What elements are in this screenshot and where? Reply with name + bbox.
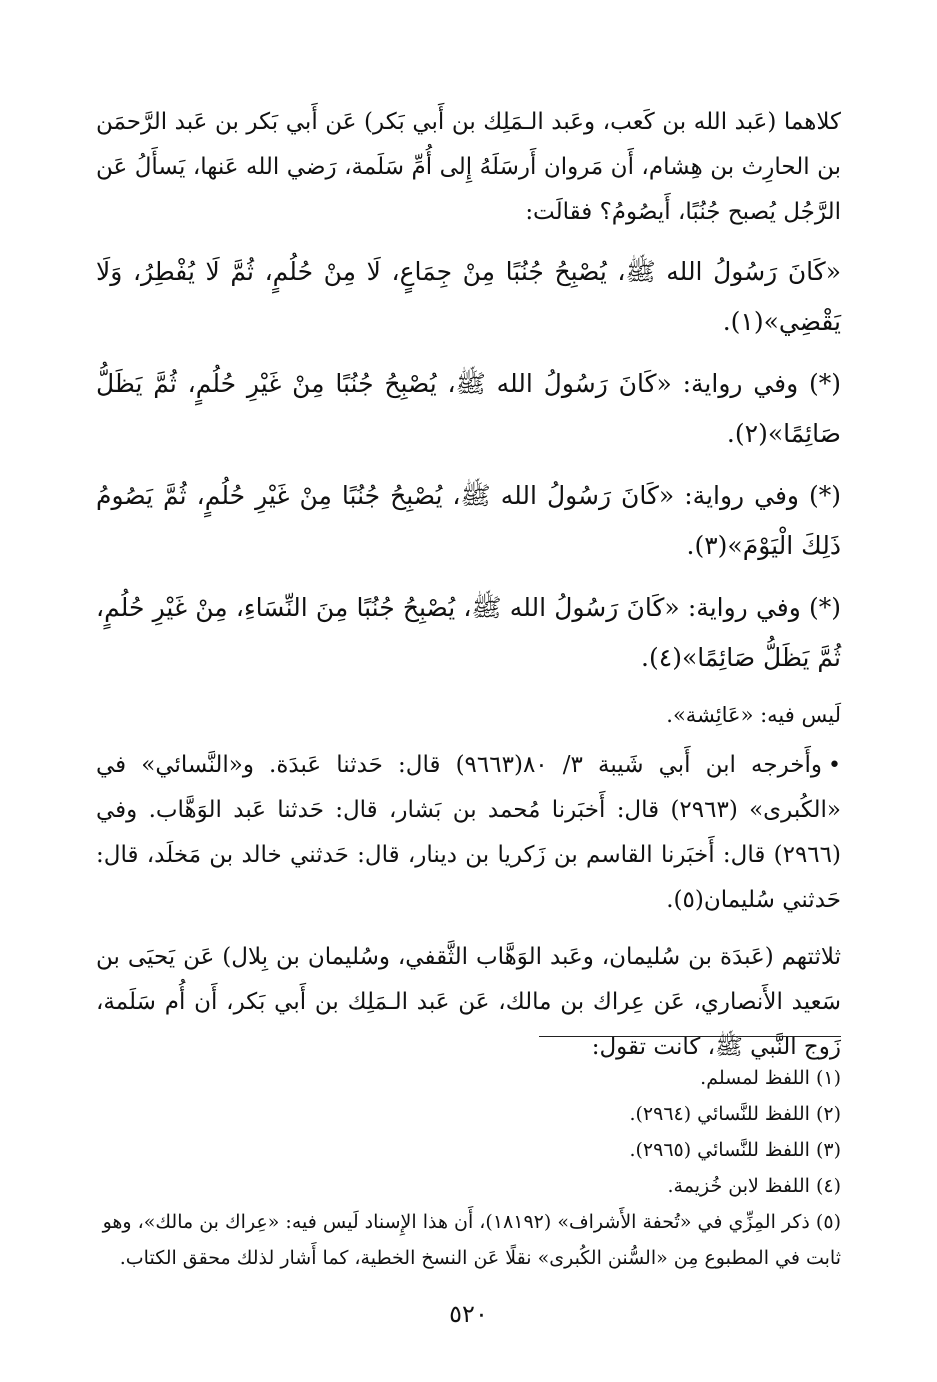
footnote-1: (١) اللفظ لمسلم. xyxy=(700,1067,841,1089)
footnote-3: (٣) اللفظ للنَّسائي (٢٩٦٥). xyxy=(629,1139,841,1161)
paragraph-takhrij xyxy=(96,743,841,923)
paragraph-isnad-2: ثلاثتهم (عَبدَة بن سُليمان، وعَبد الوَهَّاب الثَّقفي، وسُليمان بن بِلال) عَن يَحيَى بن سَعيد الأَنصاري، عَن عِراك بن مالك، عَن عَبد الـمَلِك بن أَبي بَكر، أَن أُم سَلَمة، زَوج النَّبي ﷺ، كانت تقول: xyxy=(96,944,841,1060)
hadith-text: «كَانَ رَسُولُ الله ﷺ، يُصْبِحُ جُنُبًا مِنْ جِمَاعٍ، لَا مِنْ حُلُمٍ، ثُمَّ لَا يُفْطِرُ، وَلَا يَقْضِي»(١). xyxy=(96,257,841,336)
footnotes xyxy=(96,1060,841,1276)
footnote-4: (٤) اللفظ لابن خُزيمة. xyxy=(667,1175,841,1197)
footnote-2: (٢) اللفظ للنَّسائي (٢٩٦٤). xyxy=(629,1103,841,1125)
riwaya-1: (*) وفي رواية: «كَانَ رَسُولُ الله ﷺ، يُصْبِحُ جُنُبًا مِنْ غَيْرِ حُلُمٍ، ثُمَّ يَظَلُّ صَائِمًا»(٢). xyxy=(96,369,841,448)
bullet-icon: • xyxy=(828,753,841,778)
page-number: ٥٢٠ xyxy=(449,1300,488,1328)
takhrij-text: وأَخرجه ابن أَبي شَيبة ٣/ ٨٠(٩٦٦٣) قال: حَدثنا عَبدَة. و«النَّسائي» في «الكُبرى» (٢٩٦٣) قال: أَخبَرنا مُحمد بن بَشار، قال: حَدثنا عَبد الوَهَّاب. وفي (٢٩٦٦) قال: أَخبَرنا القاسم بن زَكريا بن دينار، قال: حَدثني خالد بن مَخلَد، قال: حَدثني سُليمان(٥). xyxy=(96,752,841,913)
page-body xyxy=(96,100,841,1082)
riwaya-2: (*) وفي رواية: «كَانَ رَسُولُ الله ﷺ، يُصْبِحُ جُنُبًا مِنْ غَيْرِ حُلُمٍ، ثُمَّ يَصُومُ ذَلِكَ الْيَوْمَ»(٣). xyxy=(96,481,841,560)
footnote-5: (٥) ذكر المِزِّي في «تُحفة الأَشراف» (١٨١٩٢)، أَن هذا الإِسناد لَيس فيه: «عِراك بن مالك»، وهو ثابت في المطبوع مِن «السُّنن الكُبرى» نقلًا عَن النسخ الخطية، كما أَشار لذلك محقق الكتاب. xyxy=(102,1211,841,1269)
paragraph-isnad: كلاهما (عَبد الله بن كَعب، وعَبد الـمَلِك بن أَبي بَكر) عَن أَبي بَكر بن عَبد الرَّحمَن بن الحارِث بن هِشام، أَن مَروان أَرسَلَهُ إِلى أُمِّ سَلَمة، رَضي الله عَنها، يَسأَلُ عَن الرَّجُل يُصبح جُنُبًا، أَيصُومُ؟ فقالَت: xyxy=(96,109,841,225)
riwaya-3: (*) وفي رواية: «كَانَ رَسُولُ الله ﷺ، يُصْبِحُ جُنُبًا مِنَ النِّسَاءِ، مِنْ غَيْرِ حُلُمٍ، ثُمَّ يَظَلُّ صَائِمًا»(٤). xyxy=(96,593,841,672)
footnote-separator xyxy=(539,1036,841,1037)
paragraph-note: لَيس فيه: «عَائِشة». xyxy=(666,703,841,727)
